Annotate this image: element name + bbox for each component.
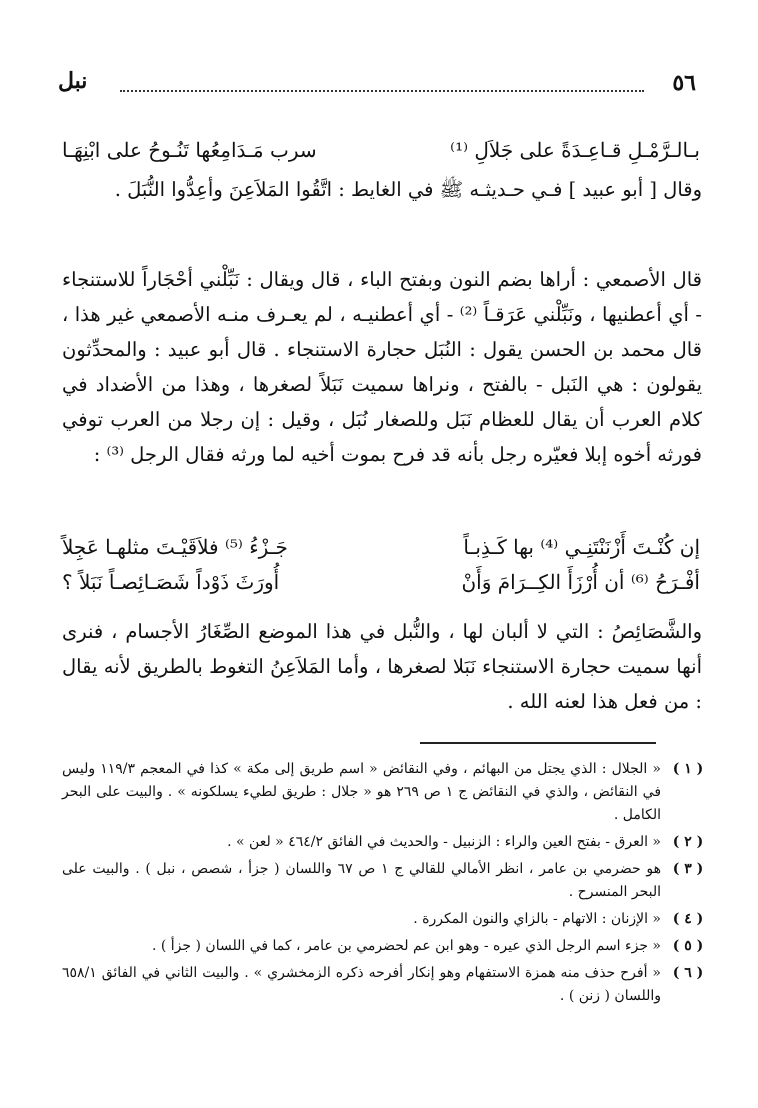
verse2-line2-right: أفْـرَحُ ⁽⁶⁾ أن أُرْزَأَ الكِــرَامَ وَأَنْ xyxy=(461,570,700,594)
verse1-left: سرب مَـدَامِعُها تَنُـوحُ على ابْنِهَـا xyxy=(62,138,317,162)
footnote-number: ( ٤ ) xyxy=(672,911,704,927)
footnotes xyxy=(62,758,707,1012)
verse2-line1-left: جَـزْءُ ⁽⁵⁾ فلاَقَيْـتَ مثلهـا عَجِلاً xyxy=(62,535,288,559)
paragraph-2: قال الأصمعي : أراها بضم النون وبفتح الباء ، قال ويقال : نَبِّلْني أحْجَاراً للاستنجاء - أي أعطنيها ، ونَبِّلْني عَرَقـاً ⁽²⁾ - أي أعطنيـه ، لم يعـرف منـه الأصمعي غير هذا ، قال محمد بن الحسن يقول : النُبَل حجارة الاستنجاء . قال أبو عبيد : والمحدِّثون يقولون : هي النَبل - بالفتح ، ونراها سميت نَبَلاً لصغرها ، وهذا من الأضداد في كلام العرب أن يقال للعظام نَبَل وللصغار نُبَل ، وقيل : إن رجلا من العرب توفي فورثه أخوه إبلا فعيّره رجل بأنه قد فرح بموت أخيه لما ورثه فقال الرجل ⁽³⁾ : xyxy=(62,268,703,466)
paragraph-1: وقال [ أبو عبيد ] فـي حـديثـه ﷺ في الغايط : اتَّقُوا المَلاَعِنَ وأعِدُّوا النُّبَلَ . xyxy=(114,178,702,201)
footnote-text: « جزء اسم الرجل الذي عيره - وهو ابن عم لحضرمي بن عامر ، كما في اللسان ( جزأ ) . xyxy=(151,938,661,954)
footnote-text: « أفرح حذف منه همزة الاستفهام وهو إنكار أفرحه ذكره الزمخشري » . والبيت الثاني في الفائق ٦٥٨/١ واللسان ( زنن ) . xyxy=(62,965,661,1004)
footnote-1 xyxy=(62,758,707,827)
page-header xyxy=(58,66,696,106)
verse1-right: بـالـرَّمْـلِ قـاعِـدَةً على جَلاَلِ ⁽¹⁾ xyxy=(450,138,700,162)
footnote-number: ( ٣ ) xyxy=(672,861,704,877)
footnote-number: ( ١ ) xyxy=(672,761,704,777)
footnote-separator xyxy=(420,742,656,744)
footnote-number: ( ٥ ) xyxy=(672,938,704,954)
paragraph-3: والشَّصَائِصُ : التي لا ألبان لها ، والنُّبل في هذا الموضع الصِّغَارُ الأجسام ، فنرى أنها سميت حجارة الاستنجاء نَبَلا لصغرها ، وأما المَلاَعِنُ التغوط بالطريق لأنه يقال : من فعل هذا لعنه الله . xyxy=(62,620,702,713)
header-dotted-rule xyxy=(120,90,644,92)
footnote-text: « الجلال : الذي يجتل من البهائم ، وفي النقائض « اسم طريق إلى مكة » كذا في المعجم ١١٩/٣ وليس في النقائض ، والذي في النقائض ج ١ ص ٢٦٩ هو « جلال : طريق لطيء يسلكونه » . والبيت على البحر الكامل . xyxy=(62,761,662,823)
footnote-text: هو حضرمي بن عامر ، انظر الأمالي للقالي ج ١ ص ٦٧ واللسان ( جزأ ، شصص ، نبل ) . والبيت على البحر المنسرح . xyxy=(62,861,662,900)
running-title: نبل xyxy=(58,68,88,94)
footnote-number: ( ٦ ) xyxy=(672,965,704,981)
footnote-5 xyxy=(62,935,707,958)
verse2-line2-left: أُورَثَ ذَوْداً شَصَـائِصـاً نَبَلاً ؟ xyxy=(62,570,280,594)
footnote-3 xyxy=(62,858,707,904)
verse2-line1-right: إن كُنْـتَ أَزْنَنْتَنِـي ⁽⁴⁾ بها كَـذِبـاً xyxy=(463,535,700,559)
footnote-text: « الإزنان : الاتهام - بالزاي والنون المكررة . xyxy=(413,911,661,927)
footnote-number: ( ٢ ) xyxy=(672,834,704,850)
footnote-6 xyxy=(62,962,707,1008)
footnote-4 xyxy=(62,908,707,931)
footnote-text: « العرق - بفتح العين والراء : الزنبيل - والحديث في الفائق ٤٦٤/٢ « لعن » . xyxy=(227,834,661,850)
page-number: ٥٦ xyxy=(672,70,696,96)
footnote-2 xyxy=(62,831,707,854)
